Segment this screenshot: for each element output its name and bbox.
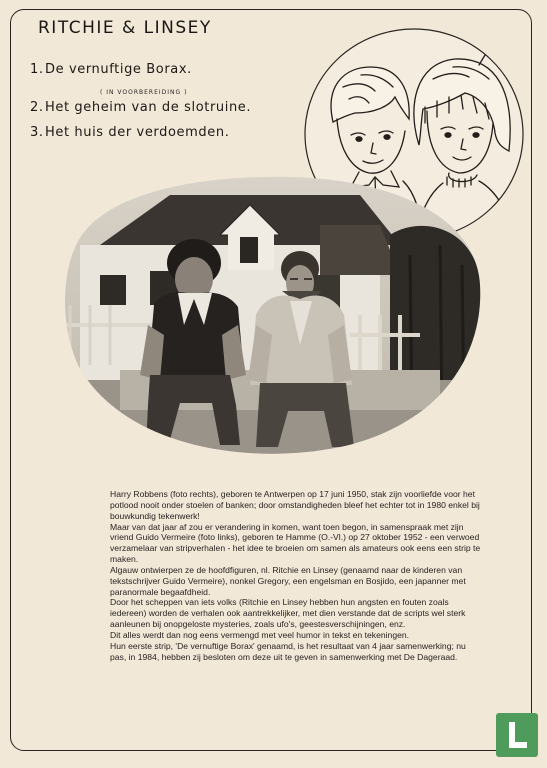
- album-number: 1.: [30, 62, 44, 77]
- album-title: Het huis der verdoemden.: [45, 125, 230, 140]
- corner-logo-icon: [496, 713, 538, 757]
- paragraph: Algauw ontwierpen ze de hoofdfiguren, nl. Ritchie en Linsey (genaamd naar de kinderen van tekstschrijver Guido Vermeire), nonkel Gregory, een engelsman en Bosjido, een japanner met paranormale begaafdheid.: [110, 564, 466, 597]
- body-text: [110, 489, 482, 663]
- album-number: 3.: [30, 125, 44, 140]
- creators-photo: [60, 175, 482, 455]
- album-title: Het geheim van de slotruine.: [45, 100, 252, 115]
- paragraph: Door het scheppen van iets volks (Ritchie en Linsey hebben hun angsten en fouten zoals iedereen) worden de verhalen ook aantrekkelijker, met dien verstande dat de scripts wel sterk aanleunen bij onopgeloste mysteries, zoals ufo's, geestesverschijningen, enz.: [110, 597, 466, 630]
- album-item: [30, 100, 251, 115]
- paragraph: Maar van dat jaar af zou er verandering in komen, want toen begon, in samenspraak met zijn vriend Guido Vermeire (foto links), geboren te Hamme (O.-Vl.) op 27 oktober 1952 - een verwoed verzamelaar van stripverhalen - het idee te broeien om samen als amateurs ook eens een strip te maken.: [110, 521, 481, 565]
- album-item: [30, 125, 229, 140]
- paragraph: Hun eerste strip, 'De vernuftige Borax' genaamd, is het resultaat van 4 jaar samenwerking; nu pas, in 1984, hebben zij besloten om deze uit te geven in samenwerking met De Dageraad.: [110, 640, 466, 662]
- preparation-note: ( IN VOORBEREIDING ): [100, 89, 188, 96]
- album-title: De vernuftige Borax.: [45, 62, 192, 77]
- paragraph: Dit alles werdt dan nog eens vermengd met veel humor in tekst en tekeningen.: [110, 629, 410, 640]
- album-item: [30, 62, 192, 77]
- album-number: 2.: [30, 100, 44, 115]
- page-title: RITCHIE & LINSEY: [38, 18, 212, 38]
- paragraph: Harry Robbens (foto rechts), geboren te Antwerpen op 17 juni 1950, stak zijn voorliefde voor het potlood nooit onder stoelen of banken; door omstandigheden bleef het echter tot in 1980 enkel bij bouwkundig tekenwerk!: [110, 489, 480, 521]
